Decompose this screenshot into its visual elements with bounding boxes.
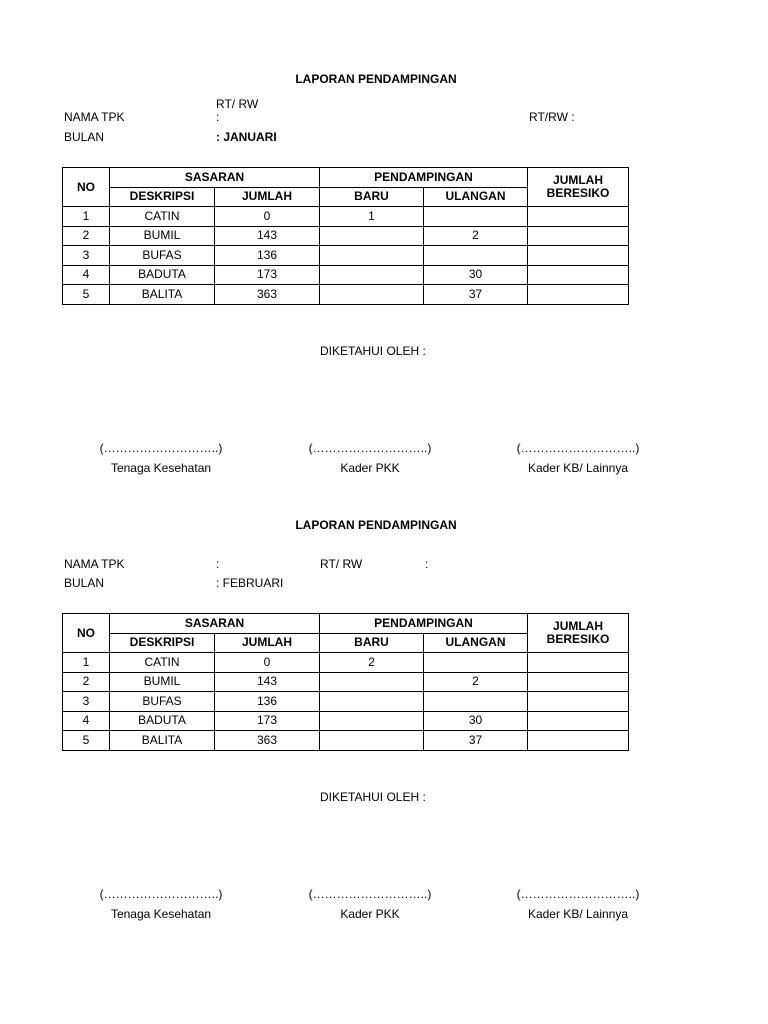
header-jumlah: JUMLAH [215,187,320,207]
signature-line: (………………………..) [99,441,223,455]
cell-no: 1 [63,653,110,673]
table-row [63,246,629,266]
cell-no: 3 [63,692,110,712]
header-pendampingan: PENDAMPINGAN [320,168,528,188]
cell-beresiko [528,731,629,751]
cell-no: 3 [63,246,110,266]
cell-jumlah: 173 [215,265,320,285]
cell-deskripsi: BADUTA [110,711,215,731]
cell-no: 2 [63,226,110,246]
bulan-label: BULAN [64,130,105,144]
header-no: NO [63,168,110,207]
bulan-label: BULAN [64,576,105,590]
signature-tenaga-kesehatan [91,441,231,475]
cell-deskripsi: BUFAS [110,246,215,266]
bulan-value: : FEBRUARI [216,576,284,590]
cell-deskripsi: BALITA [110,731,215,751]
header-baru: BARU [320,187,424,207]
cell-deskripsi: BUMIL [110,226,215,246]
cell-deskripsi: BALITA [110,285,215,305]
header-sasaran: SASARAN [110,168,320,188]
cell-deskripsi: BADUTA [110,265,215,285]
cell-baru [320,246,424,266]
signature-line: (………………………..) [516,441,640,455]
signature-kader-pkk [300,887,440,921]
nama-tpk-label: NAMA TPK [64,557,125,571]
cell-baru: 1 [320,207,424,227]
cell-no: 5 [63,285,110,305]
signature-name: Kader KB/ Lainnya [527,907,629,921]
header-ulangan: ULANGAN [424,633,528,653]
cell-deskripsi: CATIN [110,207,215,227]
signature-name: Tenaga Kesehatan [110,907,212,921]
cell-ulangan: 37 [424,731,528,751]
cell-jumlah: 173 [215,711,320,731]
signature-tenaga-kesehatan [91,887,231,921]
cell-no: 2 [63,672,110,692]
signature-kader-kb [508,441,648,475]
signature-line: (………………………..) [308,887,432,901]
cell-ulangan: 2 [424,226,528,246]
cell-deskripsi: BUMIL [110,672,215,692]
table-row [63,711,629,731]
cell-beresiko [528,692,629,712]
nama-tpk-label: NAMA TPK [64,110,125,124]
cell-beresiko [528,226,629,246]
header-deskripsi: DESKRIPSI [110,187,215,207]
cell-beresiko [528,246,629,266]
cell-beresiko [528,672,629,692]
signature-name: Kader PKK [340,461,400,475]
cell-beresiko [528,265,629,285]
signature-kader-pkk [300,441,440,475]
cell-no: 4 [63,265,110,285]
cell-ulangan [424,246,528,266]
nama-tpk-colon: : [216,557,220,571]
diketahui-oleh: DIKETAHUI OLEH : [320,790,426,804]
cell-baru [320,672,424,692]
cell-baru [320,285,424,305]
cell-no: 4 [63,711,110,731]
cell-baru: 2 [320,653,424,673]
cell-beresiko [528,207,629,227]
signature-line: (………………………..) [516,887,640,901]
bulan-value: : JANUARI [216,130,277,144]
cell-jumlah: 363 [215,731,320,751]
table-row [63,653,629,673]
cell-baru [320,226,424,246]
header-sasaran: SASARAN [110,614,320,634]
header-no: NO [63,614,110,653]
cell-jumlah: 136 [215,692,320,712]
header-pendampingan: PENDAMPINGAN [320,614,528,634]
cell-no: 5 [63,731,110,751]
signature-name: Tenaga Kesehatan [110,461,212,475]
cell-jumlah: 363 [215,285,320,305]
header-jumlah-beresiko: JUMLAH BERESIKO [528,614,629,653]
cell-jumlah: 0 [215,207,320,227]
header-ulangan: ULANGAN [424,187,528,207]
rt-rw-label: RT/ RW [216,97,259,111]
cell-ulangan: 2 [424,672,528,692]
cell-baru [320,731,424,751]
cell-no: 1 [63,207,110,227]
table-row [63,285,629,305]
rt-rw-colon: : [425,557,429,571]
signature-line: (………………………..) [99,887,223,901]
cell-ulangan [424,653,528,673]
table-row [63,207,629,227]
cell-beresiko [528,711,629,731]
table-row [63,672,629,692]
cell-ulangan [424,207,528,227]
header-deskripsi: DESKRIPSI [110,633,215,653]
header-baru: BARU [320,633,424,653]
header-jumlah: JUMLAH [215,633,320,653]
cell-baru [320,265,424,285]
pendampingan-table [62,167,629,305]
cell-jumlah: 143 [215,226,320,246]
cell-jumlah: 0 [215,653,320,673]
cell-beresiko [528,285,629,305]
header-jumlah-beresiko: JUMLAH BERESIKO [528,168,629,207]
signature-kader-kb [508,887,648,921]
signature-name: Kader PKK [340,907,400,921]
nama-tpk-colon: : [216,110,220,124]
cell-ulangan: 30 [424,265,528,285]
table-row [63,692,629,712]
cell-beresiko [528,653,629,673]
cell-baru [320,711,424,731]
table-row [63,731,629,751]
cell-ulangan: 30 [424,711,528,731]
table-row [63,226,629,246]
report-title: LAPORAN PENDAMPINGAN [295,72,457,86]
rt-rw-label: RT/ RW [320,557,363,571]
diketahui-oleh: DIKETAHUI OLEH : [320,344,426,358]
cell-baru [320,692,424,712]
cell-ulangan: 37 [424,285,528,305]
report-title: LAPORAN PENDAMPINGAN [295,518,457,532]
cell-ulangan [424,692,528,712]
cell-deskripsi: CATIN [110,653,215,673]
pendampingan-table [62,613,629,751]
signature-line: (………………………..) [308,441,432,455]
signature-name: Kader KB/ Lainnya [527,461,629,475]
cell-jumlah: 143 [215,672,320,692]
cell-jumlah: 136 [215,246,320,266]
table-row [63,265,629,285]
rt-rw-right-label: RT/RW : [529,110,575,124]
cell-deskripsi: BUFAS [110,692,215,712]
